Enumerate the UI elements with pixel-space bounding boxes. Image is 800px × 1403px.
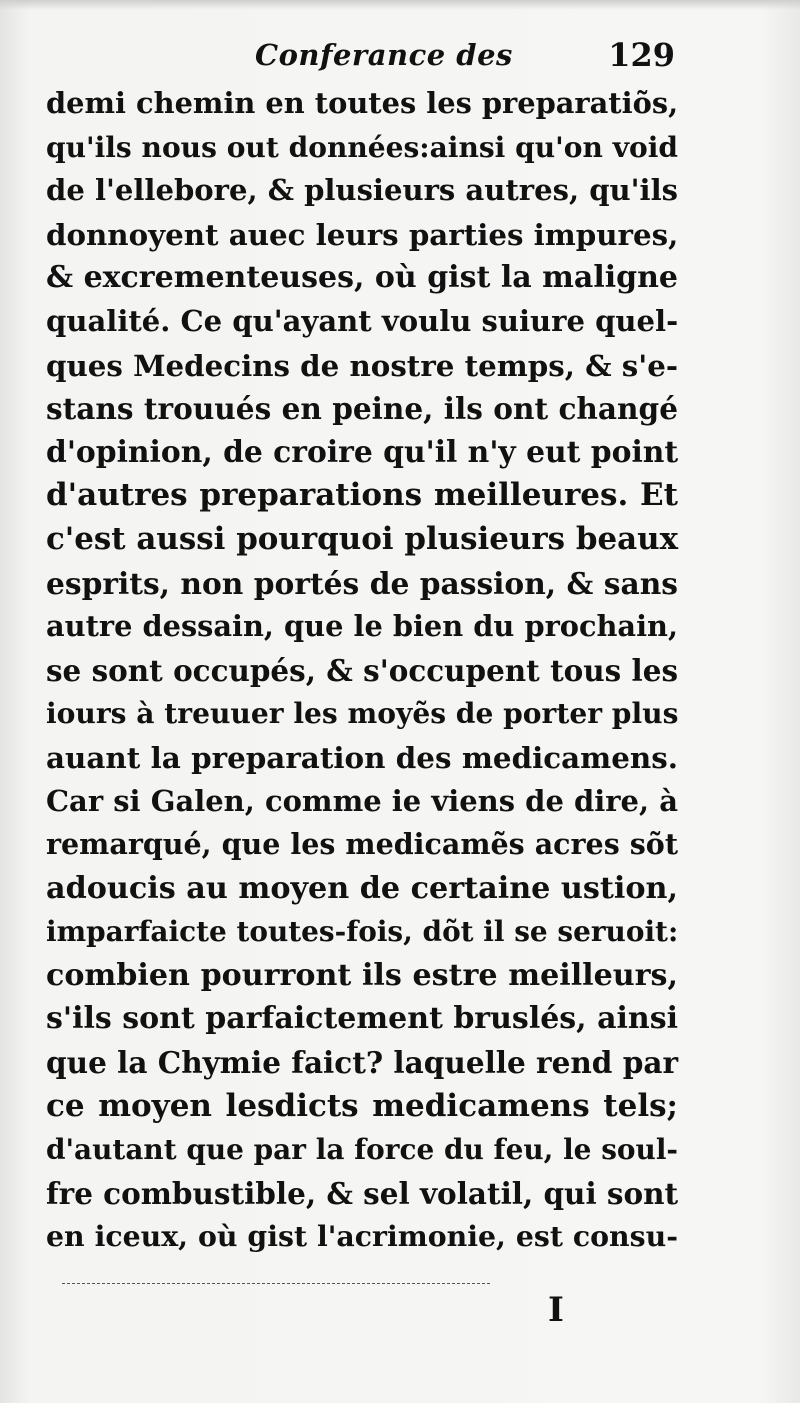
body-text	[46, 82, 678, 1259]
footer-rule	[62, 1283, 490, 1284]
text-line: combien pourront ils estre meilleurs,	[46, 957, 678, 993]
text-line: d'autant que par la force du feu, le soul-	[46, 1133, 678, 1167]
text-line: Car si Galen, comme ie viens de dire, à	[46, 783, 678, 818]
text-line: demi chemin en toutes les preparatiõs,	[46, 86, 679, 120]
text-line: & excrementeuses, où gist la maligne	[46, 260, 678, 296]
text-line: autre dessain, que le bien du prochain,	[46, 609, 678, 644]
text-line: de l'ellebore, & plusieurs autres, qu'ils	[46, 173, 678, 208]
text-line: adoucis au moyen de certaine ustion,	[46, 870, 678, 906]
text-line: imparfaicte toutes-fois, dõt il se seruoit:	[46, 915, 679, 949]
text-line: donnoyent auec leurs parties impures,	[46, 216, 679, 252]
signature-mark: I	[548, 1290, 564, 1330]
text-line: se sont occupés, & s'occupent tous les	[46, 652, 678, 688]
page-header	[255, 38, 675, 88]
text-line: d'autres preparations meilleures. Et	[46, 477, 678, 514]
text-line: ce moyen lesdicts medicamens tels;	[46, 1087, 678, 1124]
text-line: auant la preparation des medicamens.	[46, 739, 678, 775]
page-top-shadow	[0, 0, 800, 10]
text-line: remarqué, que les medicamẽs acres sõt	[46, 827, 678, 862]
text-line: que la Chymie faict? laquelle rend par	[46, 1045, 678, 1081]
text-line: c'est aussi pourquoi plusieurs beaux	[46, 520, 678, 557]
text-line: stans trouués en peine, ils ont changé	[46, 391, 678, 427]
text-line: fre combustible, & sel volatil, qui sont	[46, 1175, 679, 1211]
text-line: iours à treuuer les moyẽs de porter plus	[46, 697, 679, 731]
text-line: d'opinion, de croire qu'il n'y eut point	[46, 434, 679, 470]
text-line: ques Medecins de nostre temps, & s'e-	[46, 347, 678, 383]
text-line: qualité. Ce qu'ayant voulu suiure quel-	[46, 303, 679, 338]
text-line: esprits, non portés de passion, & sans	[46, 565, 678, 601]
text-line: s'ils sont parfaictement bruslés, ainsi	[46, 1001, 679, 1037]
running-title: Conferance des	[255, 38, 513, 72]
text-line: en iceux, où gist l'acrimonie, est consu-	[46, 1219, 678, 1254]
text-line: qu'ils nous out données:ainsi qu'on void	[46, 130, 678, 164]
page-number: 129	[608, 36, 675, 74]
